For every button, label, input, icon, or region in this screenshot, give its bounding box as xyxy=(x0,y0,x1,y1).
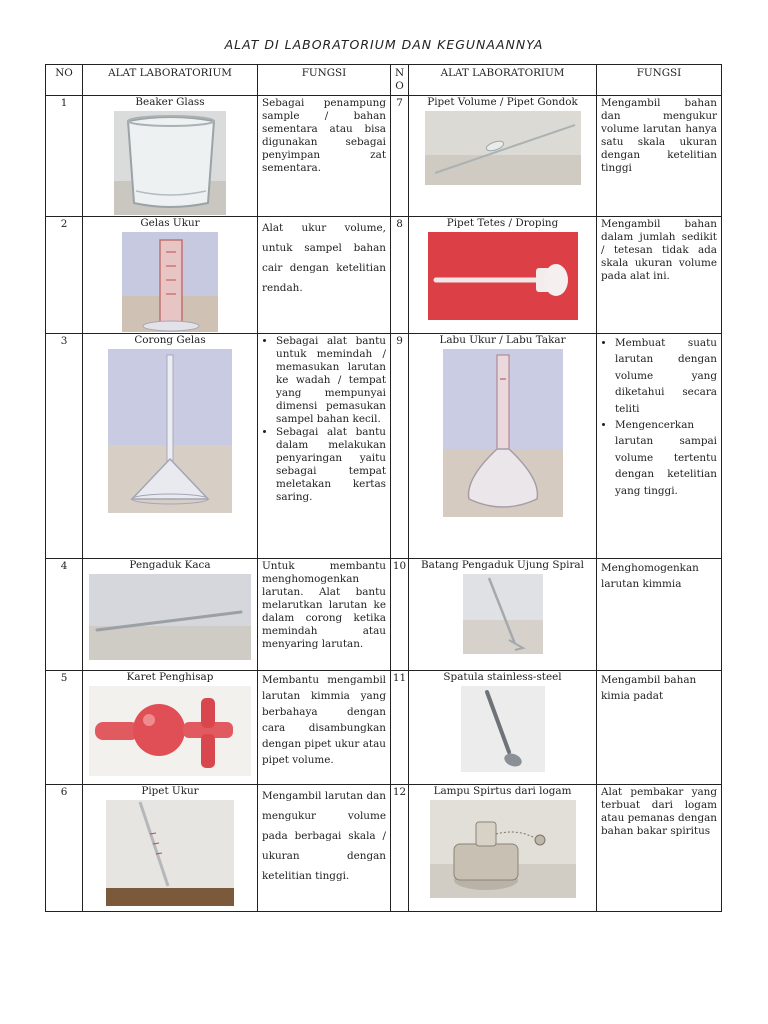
equipment-cell xyxy=(83,559,258,671)
row-number: 2 xyxy=(46,217,83,334)
header-no-left: NO xyxy=(46,65,83,96)
equipment-name: Pipet Ukur xyxy=(141,785,199,797)
row-number: 1 xyxy=(46,96,83,217)
function-cell xyxy=(258,334,391,559)
equipment-name: Pipet Tetes / Droping xyxy=(446,217,559,229)
equipment-name: Karet Penghisap xyxy=(126,671,214,683)
equipment-name: Lampu Spirtus dari logam xyxy=(433,785,572,797)
equipment-name: Pengaduk Kaca xyxy=(129,559,211,571)
equipment-cell xyxy=(409,785,597,912)
equipment-cell xyxy=(83,785,258,912)
function-cell: Mengambil bahan dan mengukur volume larutan hanya satu skala ukuran dengan ketelitian tinggi xyxy=(597,96,722,217)
equipment-cell xyxy=(83,671,258,785)
equipment-cell xyxy=(83,334,258,559)
row-number: 8 xyxy=(391,217,409,334)
function-item: • Membuat suatu larutan dengan volume yang diketahui secara teliti xyxy=(615,335,717,417)
header-alat-right: ALAT LABORATORIUM xyxy=(409,65,597,96)
function-cell: Mengambil larutan dan mengukur volume pada berbagai skala / ukuran dengan ketelitian tinggi. xyxy=(258,785,391,912)
page-title: ALAT DI LABORATORIUM DAN KEGUNAANNYA xyxy=(224,37,544,52)
function-item: • Sebagai alat bantu untuk memindah / memasukan larutan ke wadah / tempat yang mempunyai dimensi pemasukan sampel bahan kecil. xyxy=(276,335,386,426)
equipment-name: Beaker Glass xyxy=(135,96,205,108)
row-number: 5 xyxy=(46,671,83,785)
function-cell: Mengambil bahan dalam jumlah sedikit / tetesan tidak ada skala ukuran volume pada alat ini. xyxy=(597,217,722,334)
function-cell: Sebagai penampung sample / bahan sementara atau bisa digunakan sebagai penyimpan zat sementara. xyxy=(258,96,391,217)
function-cell xyxy=(597,334,722,559)
glass-funnel-photo xyxy=(108,349,232,513)
table-row xyxy=(46,559,722,671)
function-item: • Mengencerkan larutan sampai volume tertentu dengan ketelitian yang tinggi. xyxy=(615,417,717,499)
table-row xyxy=(46,96,722,217)
row-number: 6 xyxy=(46,785,83,912)
equipment-cell xyxy=(409,96,597,217)
function-cell: Alat ukur volume, untuk sampel bahan cair dengan ketelitian rendah. xyxy=(258,217,391,334)
header-fungsi-right: FUNGSI xyxy=(597,65,722,96)
equipment-cell xyxy=(409,217,597,334)
table-row xyxy=(46,217,722,334)
function-cell: Membantu mengambil larutan kimmia yang berbahaya dengan cara disambungkan dengan pipet ukur atau pipet volume. xyxy=(258,671,391,785)
dropper-photo xyxy=(428,232,578,320)
equipment-name: Gelas Ukur xyxy=(140,217,200,229)
header-alat-left: ALAT LABORATORIUM xyxy=(83,65,258,96)
row-number: 3 xyxy=(46,334,83,559)
volumetric-flask-photo xyxy=(443,349,563,517)
beaker-glass-photo xyxy=(114,111,226,215)
equipment-cell xyxy=(409,671,597,785)
equipment-name: Labu Ukur / Labu Takar xyxy=(439,334,566,346)
equipment-name: Batang Pengaduk Ujung Spiral xyxy=(421,559,584,571)
row-number: 9 xyxy=(391,334,409,559)
glass-stirrer-photo xyxy=(89,574,251,660)
row-number: 4 xyxy=(46,559,83,671)
equipment-cell xyxy=(83,217,258,334)
function-cell: Mengambil bahan kimia padat xyxy=(597,671,722,785)
table-row xyxy=(46,334,722,559)
header-no-right: N O xyxy=(391,65,409,96)
function-cell: Alat pembakar yang terbuat dari logam atau pemanas dengan bahan bakar spiritus xyxy=(597,785,722,912)
function-item: • Sebagai alat bantu dalam melakukan penyaringan yaitu sebagai tempat meletakan kertas saring. xyxy=(276,426,386,504)
header-fungsi-left: FUNGSI xyxy=(258,65,391,96)
equipment-cell xyxy=(409,334,597,559)
row-number: 12 xyxy=(391,785,409,912)
function-cell: Untuk membantu menghomogenkan larutan. Alat bantu melarutkan larutan ke dalam corong ketika memindah atau menyaring larutan. xyxy=(258,559,391,671)
spatula-photo xyxy=(461,686,545,772)
equipment-name: Corong Gelas xyxy=(134,334,206,346)
equipment-cell xyxy=(83,96,258,217)
volume-pipette-photo xyxy=(425,111,581,185)
row-number: 10 xyxy=(391,559,409,671)
spirit-lamp-photo xyxy=(430,800,576,898)
table-row xyxy=(46,785,722,912)
equipment-name: Pipet Volume / Pipet Gondok xyxy=(427,96,578,108)
pipette-bulb-photo xyxy=(89,686,251,776)
equipment-name: Spatula stainless-steel xyxy=(443,671,562,683)
row-number: 7 xyxy=(391,96,409,217)
table-row xyxy=(46,671,722,785)
equipment-cell xyxy=(409,559,597,671)
lab-equipment-table xyxy=(45,64,722,912)
function-cell: Menghomogenkan larutan kimmia xyxy=(597,559,722,671)
spiral-stirring-rod-photo xyxy=(463,574,543,654)
measuring-pipette-photo xyxy=(106,800,234,906)
row-number: 11 xyxy=(391,671,409,785)
measuring-cylinder-photo xyxy=(122,232,218,332)
